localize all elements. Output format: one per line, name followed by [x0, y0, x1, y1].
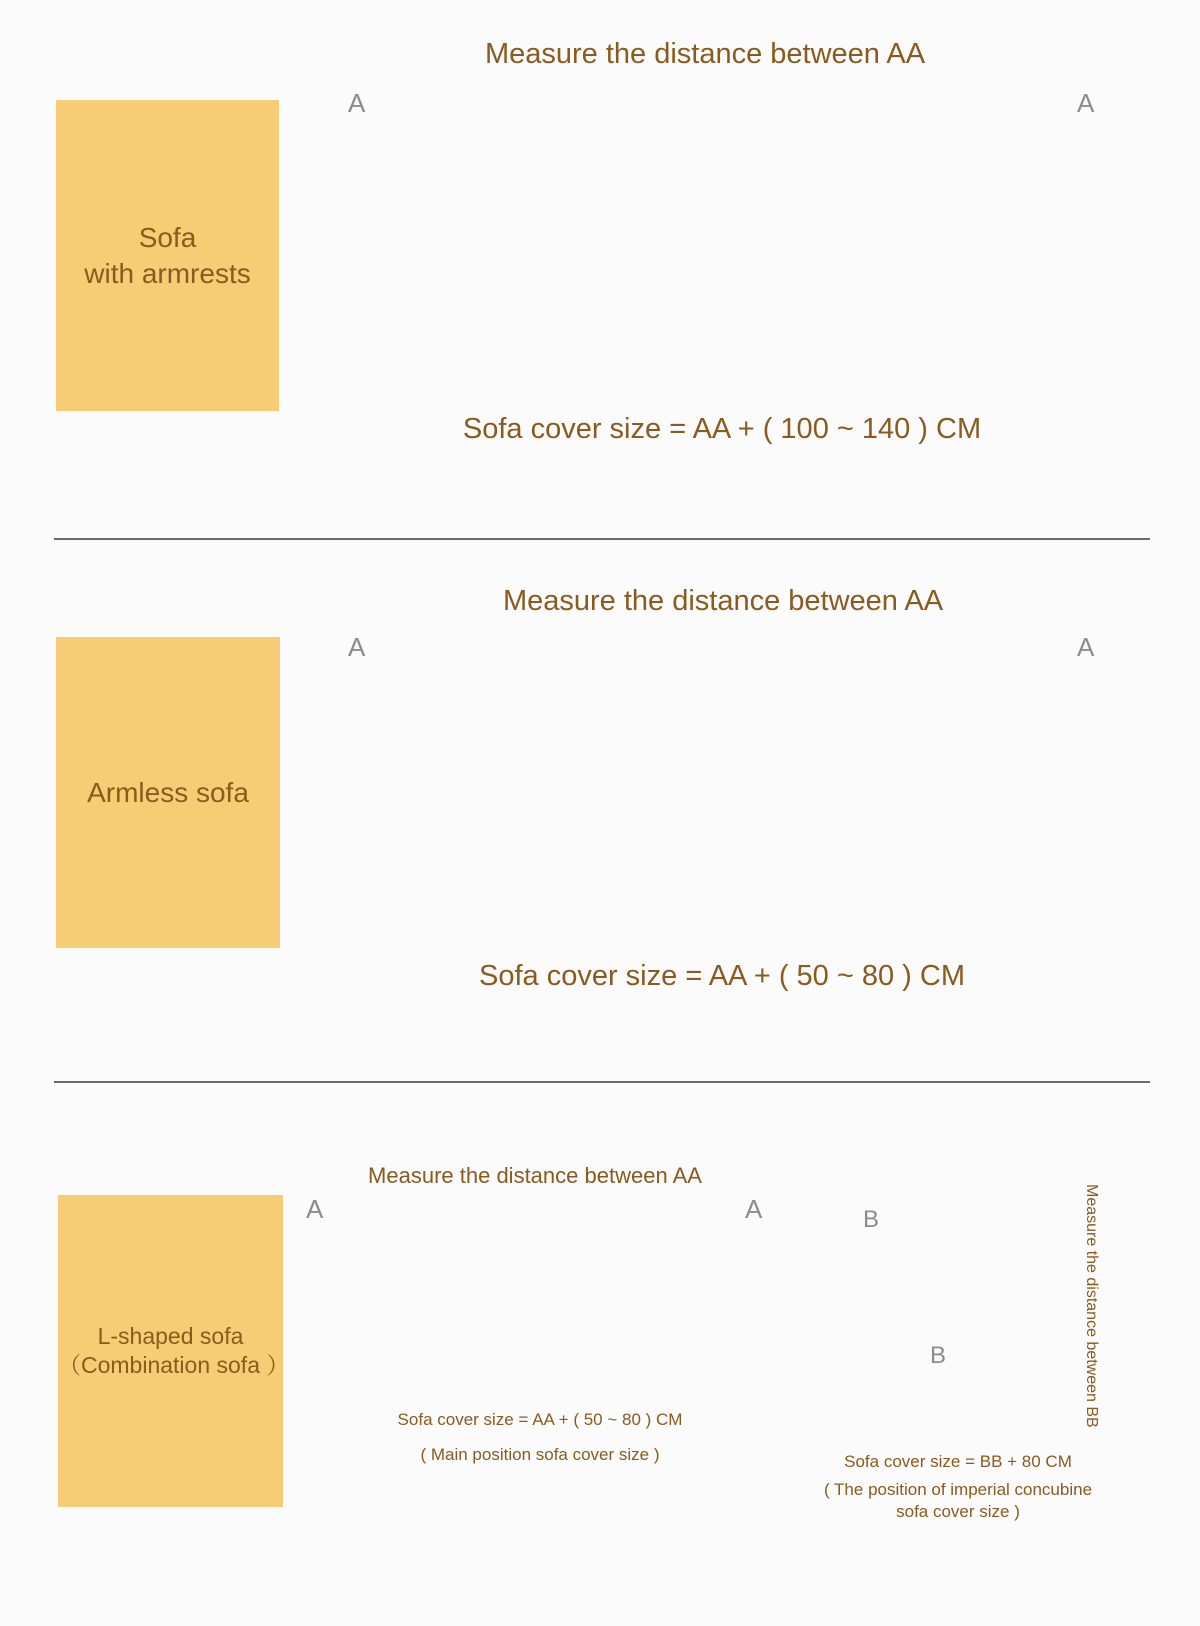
label-line: with armrests [84, 257, 251, 289]
label-l-shaped-sofa [58, 1195, 290, 1507]
measure-bb-vertical-title: Measure the distance between BB [1083, 1184, 1100, 1428]
measure-title: Measure the distance between AA [368, 1163, 702, 1188]
marker-b-top: B [863, 1206, 880, 1233]
corner-position-note-line1: ( The position of imperial concubine [823, 1480, 1093, 1499]
measure-title: Measure the distance between AA [484, 38, 926, 70]
section-divider [54, 538, 1150, 540]
sofa-cover-formula: Sofa cover size = AA + ( 100 ~ 140 ) CM [462, 413, 982, 445]
marker-a-left: A [306, 1194, 324, 1224]
sofa-cover-formula-main: Sofa cover size = AA + ( 50 ~ 80 ) CM [397, 1410, 683, 1429]
marker-a-right: A [745, 1194, 763, 1224]
sofa-cover-formula-corner: Sofa cover size = BB + 80 CM [844, 1452, 1072, 1471]
label-line: L-shaped sofa [97, 1323, 244, 1349]
label-line: Sofa [138, 221, 197, 253]
label-armless-sofa [56, 637, 280, 948]
sofa-cover-formula: Sofa cover size = AA + ( 50 ~ 80 ) CM [479, 960, 965, 992]
label-line: （Combination sofa ） [58, 1352, 290, 1378]
marker-a-right: A [1077, 88, 1095, 118]
main-position-note: ( Main position sofa cover size ) [420, 1445, 660, 1464]
marker-a-left: A [348, 88, 366, 118]
section-divider [54, 1081, 1150, 1083]
measure-title: Measure the distance between AA [502, 585, 944, 617]
label-line: Armless sofa [87, 776, 249, 808]
label-sofa-with-armrests [56, 100, 279, 411]
marker-a-left: A [348, 632, 366, 662]
corner-position-note-line2: sofa cover size ) [896, 1502, 1020, 1521]
marker-a-right: A [1077, 632, 1095, 662]
